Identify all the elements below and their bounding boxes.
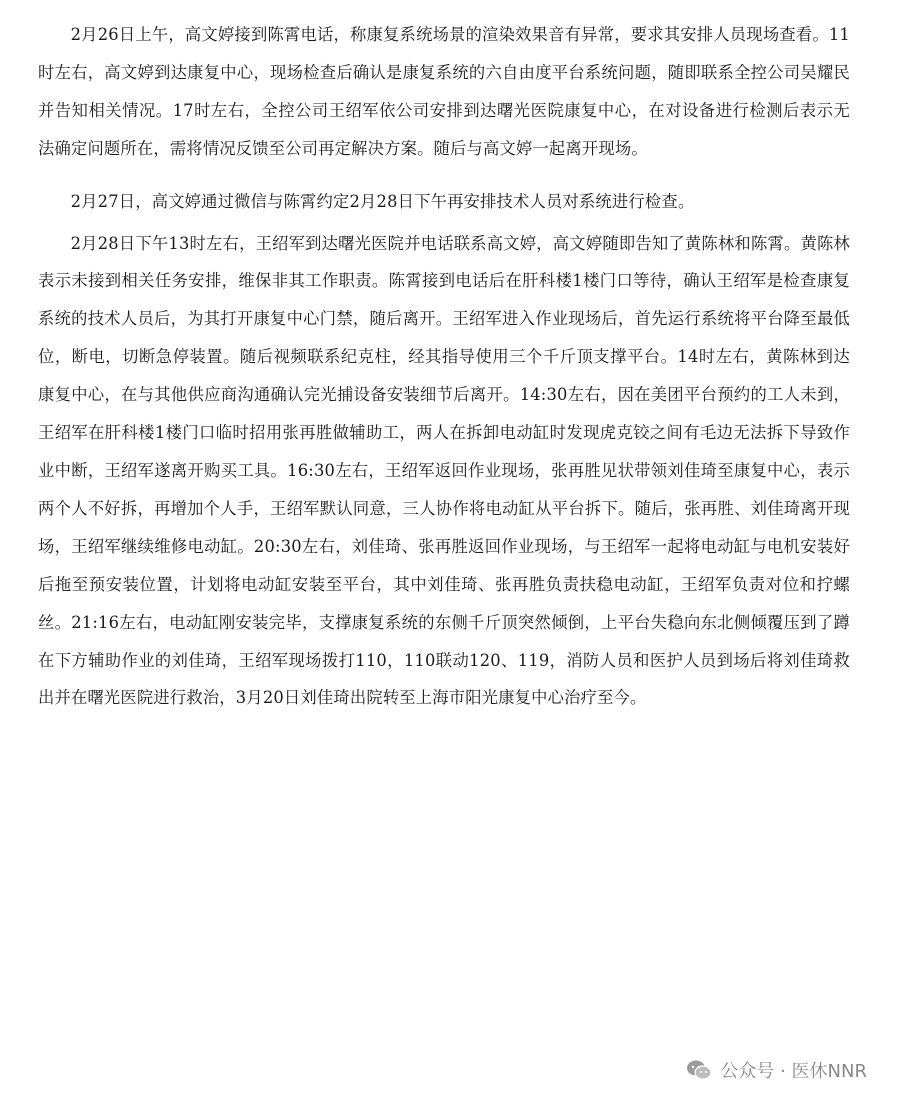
watermark-text: 公众号 · 医休NNR xyxy=(720,1061,867,1082)
document-body xyxy=(38,16,850,717)
wechat-watermark xyxy=(680,1055,873,1085)
wechat-icon xyxy=(686,1059,712,1081)
paragraph-feb26: 2月26日上午，高文婷接到陈霄电话，称康复系统场景的渲染效果音有异常，要求其安排人员现场查看。11时左右，高文婷到达康复中心，现场检查后确认是康复系统的六自由度平台系统问题，随即联系全控公司吴耀民并告知相关情况。17时左右，全控公司王绍军依公司安排到达曙光医院康复中心，在对设备进行检测后表示无法确定问题所在，需将情况反馈至公司再定解决方案。随后与高文婷一起离开现场。 xyxy=(38,25,850,158)
paragraph-feb27: 2月27日，高文婷通过微信与陈霄约定2月28日下午再安排技术人员对系统进行检查。 xyxy=(70,191,695,211)
paragraph-feb28: 2月28日下午13时左右，王绍军到达曙光医院并电话联系高文婷，高文婷随即告知了黄陈林和陈霄。黄陈林表示未接到相关任务安排，维保非其工作职责。陈霄接到电话后在肝科楼1楼门口等待，确认王绍军是检查康复系统的技术人员后，为其打开康复中心门禁，随后离开。王绍军进入作业现场后，首先运行系统将平台降至最低位，断电，切断急停装置。随后视频联系纪克柱，经其指导使用三个千斤顶支撑平台。14时左右，黄陈林到达康复中心，在与其他供应商沟通确认完光捕设备安装细节后离开。14:30左右，因在美团平台预约的工人未到，王绍军在肝科楼1楼门口临时招用张再胜做辅助工，两人在拆卸电动缸时发现虎克铰之间有毛边无法拆下导致作业中断，王绍军遂离开购买工具。16:30左右，王绍军返回作业现场，张再胜见状带领刘佳琦至康复中心，表示两个人不好拆，再增加个人手，王绍军默认同意，三人协作将电动缸从平台拆下。随后，张再胜、刘佳琦离开现场，王绍军继续维修电动缸。20:30左右，刘佳琦、张再胜返回作业现场，与王绍军一起将电动缸与电机安装好后拖至预安装位置，计划将电动缸安装至平台，其中刘佳琦、张再胜负责扶稳电动缸，王绍军负责对位和拧螺丝。21:16左右，电动缸刚安装完毕，支撑康复系统的东侧千斤顶突然倾倒，上平台失稳向东北侧倾覆压到了蹲在下方辅助作业的刘佳琦，王绍军现场拨打110，110联动120、119，消防人员和医护人员到场后将刘佳琦救出并在曙光医院进行救治，3月20日刘佳琦出院转至上海市阳光康复中心治疗至今。 xyxy=(38,233,850,708)
